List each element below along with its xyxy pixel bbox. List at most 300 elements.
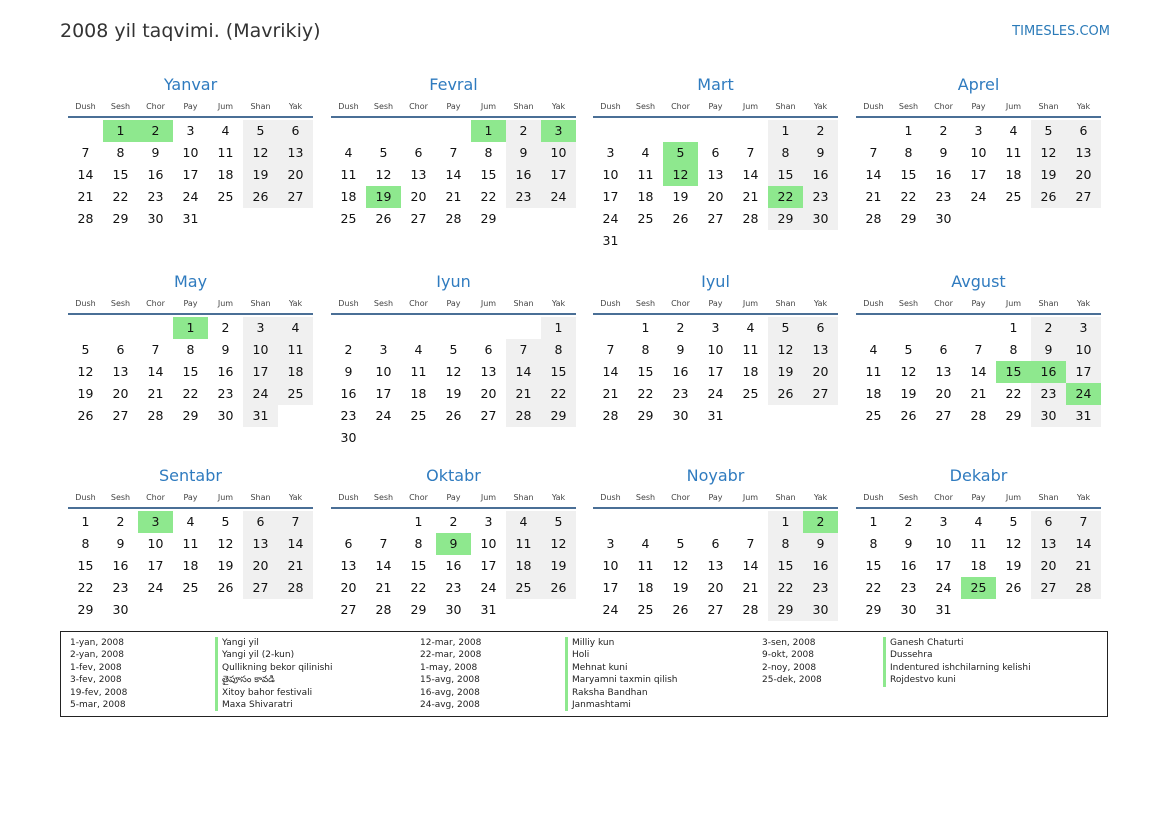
month-divider [68, 116, 313, 118]
brand-link[interactable]: TIMESLES.COM [1012, 24, 1110, 39]
day-cell: 4 [506, 511, 541, 533]
day-cell: 13 [1066, 142, 1101, 164]
day-cell: 3 [243, 317, 278, 339]
empty-cell [733, 120, 768, 142]
day-cell: 19 [243, 164, 278, 186]
month-divider [331, 507, 576, 509]
day-cell: 24 [375, 408, 392, 423]
day-cell: 14 [970, 364, 987, 379]
day-cell: 11 [970, 536, 987, 551]
day-cell: 29 [480, 211, 497, 226]
day-cell: 3 [379, 342, 388, 357]
day-cell: 10 [707, 342, 724, 357]
day-cell: 1 [541, 317, 576, 339]
weekday-label: Sesh [898, 299, 919, 308]
legend-date: 24-avg, 2008 [420, 700, 480, 710]
day-cell: 15 [480, 167, 497, 182]
day-cell: 4 [186, 514, 195, 529]
holiday-day-cell: 1 [173, 317, 208, 339]
day-cell: 10 [935, 536, 952, 551]
day-cell: 12 [541, 533, 576, 555]
empty-cell [961, 317, 996, 339]
day-cell: 15 [541, 361, 576, 383]
day-cell: 6 [414, 145, 423, 160]
day-cell: 27 [803, 383, 838, 405]
day-cell: 8 [484, 145, 493, 160]
empty-cell [926, 317, 961, 339]
weekday-label: Yak [288, 493, 303, 502]
day-cell: 28 [375, 602, 392, 617]
weekday-label: Sesh [110, 493, 131, 502]
weekday-label: Jum [742, 102, 759, 111]
day-cell: 12 [217, 536, 234, 551]
weekday-label: Sesh [635, 493, 656, 502]
day-cell: 21 [742, 580, 759, 595]
day-cell: 20 [1031, 555, 1066, 577]
holiday-day-cell: 1 [471, 120, 506, 142]
legend-holiday-name: Holi [565, 649, 589, 661]
weekday-label: Pay [446, 493, 461, 502]
empty-cell [506, 317, 541, 339]
day-cell: 22 [182, 386, 199, 401]
month-divider [593, 507, 838, 509]
empty-cell [401, 120, 436, 142]
empty-cell [68, 317, 103, 339]
day-cell: 1 [414, 514, 423, 529]
day-cell: 6 [484, 342, 493, 357]
day-cell: 25 [182, 580, 199, 595]
month-title: May [173, 272, 208, 291]
legend-date: 5-mar, 2008 [70, 700, 126, 710]
day-cell: 5 [449, 342, 458, 357]
empty-cell [436, 120, 471, 142]
day-cell: 29 [865, 602, 882, 617]
day-cell: 11 [637, 167, 654, 182]
weekday-label: Chor [409, 102, 428, 111]
month-title: Iyul [701, 272, 730, 291]
empty-cell [698, 511, 733, 533]
month-title: Noyabr [686, 466, 745, 485]
holiday-day-cell: 2 [138, 120, 173, 142]
day-cell: 1 [869, 514, 878, 529]
weekday-label: Chor [409, 493, 428, 502]
legend-date: 12-mar, 2008 [420, 638, 482, 648]
day-cell: 15 [182, 364, 199, 379]
month-oktabr [331, 466, 576, 621]
legend-holiday-name: Rojdestvo kuni [883, 674, 956, 686]
day-cell: 29 [768, 208, 803, 230]
legend-holiday-name: Raksha Bandhan [565, 687, 648, 699]
legend-holiday-name: తైపూసం కావడి [215, 674, 275, 686]
day-cell: 18 [637, 189, 654, 204]
day-cell: 23 [935, 189, 952, 204]
day-cell: 26 [243, 186, 278, 208]
day-cell: 17 [375, 386, 392, 401]
day-cell: 22 [768, 577, 803, 599]
day-cell: 16 [112, 558, 129, 573]
day-grid [856, 511, 1101, 621]
day-cell: 16 [803, 164, 838, 186]
day-cell: 27 [707, 602, 724, 617]
weekday-label: Shan [775, 102, 796, 111]
weekday-label: Pay [971, 493, 986, 502]
month-title: Iyun [436, 272, 471, 291]
weekday-label: Jum [742, 493, 759, 502]
month-divider [856, 507, 1101, 509]
day-cell: 6 [1031, 511, 1066, 533]
day-cell: 6 [116, 342, 125, 357]
day-grid [856, 317, 1101, 427]
page-title: 2008 yil taqvimi. (Mavrikiy) [60, 20, 321, 42]
day-cell: 14 [278, 533, 313, 555]
holiday-day-cell: 12 [663, 164, 698, 186]
day-cell: 21 [742, 189, 759, 204]
day-cell: 10 [970, 145, 987, 160]
day-cell: 13 [1031, 533, 1066, 555]
day-cell: 19 [1031, 164, 1066, 186]
weekday-header [68, 101, 313, 113]
day-cell: 16 [803, 555, 838, 577]
empty-cell [68, 120, 103, 142]
day-cell: 15 [637, 364, 654, 379]
day-cell: 19 [1005, 558, 1022, 573]
day-cell: 27 [340, 602, 357, 617]
day-cell: 4 [278, 317, 313, 339]
weekday-label: Pay [708, 102, 723, 111]
day-cell: 27 [410, 211, 427, 226]
day-cell: 8 [641, 342, 650, 357]
day-cell: 24 [480, 580, 497, 595]
weekday-label: Shan [513, 493, 534, 502]
weekday-label: Sesh [898, 493, 919, 502]
day-cell: 16 [900, 558, 917, 573]
weekday-label: Shan [250, 493, 271, 502]
day-cell: 22 [541, 383, 576, 405]
day-cell: 22 [900, 189, 917, 204]
day-cell: 14 [506, 361, 541, 383]
day-cell: 4 [344, 145, 353, 160]
month-title: Avgust [951, 272, 1006, 291]
day-cell: 18 [506, 555, 541, 577]
day-cell: 26 [1005, 580, 1022, 595]
legend-date: 1-may, 2008 [420, 662, 478, 673]
day-cell: 9 [803, 142, 838, 164]
day-grid [68, 120, 313, 230]
day-cell: 30 [803, 208, 838, 230]
day-cell: 27 [480, 408, 497, 423]
day-cell: 16 [672, 364, 689, 379]
day-cell: 8 [81, 536, 90, 551]
day-cell: 31 [707, 408, 724, 423]
day-cell: 9 [116, 536, 125, 551]
month-title: Yanvar [163, 75, 218, 94]
month-title: Oktabr [426, 466, 481, 485]
empty-cell [663, 120, 698, 142]
day-cell: 7 [379, 536, 388, 551]
day-cell: 22 [480, 189, 497, 204]
day-cell: 11 [278, 339, 313, 361]
weekday-label: Jum [1005, 299, 1022, 308]
day-cell: 6 [803, 317, 838, 339]
empty-cell [856, 120, 891, 142]
day-cell: 5 [904, 342, 913, 357]
day-cell: 27 [278, 186, 313, 208]
day-cell: 17 [935, 558, 952, 573]
weekday-label: Shan [513, 299, 534, 308]
day-cell: 30 [112, 602, 129, 617]
day-cell: 7 [506, 339, 541, 361]
day-cell: 30 [340, 430, 357, 445]
holiday-day-cell: 5 [663, 142, 698, 164]
day-cell: 25 [278, 383, 313, 405]
weekday-label: Pay [971, 299, 986, 308]
day-cell: 13 [803, 339, 838, 361]
day-cell: 27 [1031, 577, 1066, 599]
day-cell: 24 [970, 189, 987, 204]
day-cell: 5 [1009, 514, 1018, 529]
day-cell: 7 [81, 145, 90, 160]
day-cell: 3 [484, 514, 493, 529]
day-cell: 21 [375, 580, 392, 595]
empty-cell [138, 317, 173, 339]
day-cell: 14 [147, 364, 164, 379]
day-cell: 17 [243, 361, 278, 383]
day-cell: 20 [410, 189, 427, 204]
day-cell: 5 [676, 536, 685, 551]
empty-cell [366, 120, 401, 142]
day-cell: 21 [602, 386, 619, 401]
day-cell: 23 [445, 580, 462, 595]
weekday-label: Pay [708, 299, 723, 308]
weekday-label: Shan [513, 102, 534, 111]
holiday-day-cell: 3 [541, 120, 576, 142]
day-cell: 27 [1066, 186, 1101, 208]
day-cell: 19 [541, 555, 576, 577]
legend-holiday-name: Milliy kun [565, 637, 614, 649]
day-cell: 23 [112, 580, 129, 595]
day-cell: 28 [742, 211, 759, 226]
day-cell: 22 [1005, 386, 1022, 401]
legend-date: 1-yan, 2008 [70, 638, 124, 648]
day-cell: 1 [81, 514, 90, 529]
day-cell: 18 [637, 580, 654, 595]
day-cell: 30 [900, 602, 917, 617]
day-cell: 7 [278, 511, 313, 533]
month-divider [856, 313, 1101, 315]
day-cell: 17 [970, 167, 987, 182]
day-cell: 10 [602, 167, 619, 182]
weekday-label: Chor [671, 493, 690, 502]
day-cell: 9 [676, 342, 685, 357]
day-cell: 21 [506, 383, 541, 405]
legend-date: 2-yan, 2008 [70, 650, 124, 661]
day-cell: 5 [379, 145, 388, 160]
weekday-label: Yak [551, 299, 566, 308]
day-cell: 12 [1031, 142, 1066, 164]
weekday-label: Pay [446, 299, 461, 308]
weekday-header [593, 101, 838, 113]
day-cell: 1 [641, 320, 650, 335]
day-cell: 10 [375, 364, 392, 379]
day-cell: 20 [480, 386, 497, 401]
month-title: Dekabr [949, 466, 1008, 485]
day-cell: 24 [602, 602, 619, 617]
legend-holiday-name: Mehnat kuni [565, 662, 627, 674]
day-cell: 4 [746, 320, 755, 335]
day-cell: 10 [1066, 339, 1101, 361]
day-cell: 21 [1066, 555, 1101, 577]
day-cell: 23 [506, 186, 541, 208]
legend-holiday-name: Maxa Shivaratri [215, 699, 293, 711]
weekday-header [856, 101, 1101, 113]
month-mart [593, 75, 838, 252]
day-cell: 18 [1005, 167, 1022, 182]
day-cell: 7 [151, 342, 160, 357]
empty-cell [856, 317, 891, 339]
empty-cell [331, 120, 366, 142]
day-cell: 29 [410, 602, 427, 617]
day-cell: 6 [711, 536, 720, 551]
day-cell: 16 [147, 167, 164, 182]
empty-cell [401, 317, 436, 339]
day-cell: 16 [445, 558, 462, 573]
day-cell: 28 [147, 408, 164, 423]
day-cell: 26 [77, 408, 94, 423]
day-cell: 11 [217, 145, 234, 160]
weekday-label: Sesh [898, 102, 919, 111]
day-cell: 14 [445, 167, 462, 182]
day-cell: 14 [77, 167, 94, 182]
day-cell: 3 [186, 123, 195, 138]
day-cell: 25 [637, 211, 654, 226]
day-cell: 7 [606, 342, 615, 357]
day-cell: 14 [1066, 533, 1101, 555]
day-cell: 23 [340, 408, 357, 423]
day-cell: 8 [869, 536, 878, 551]
day-cell: 11 [182, 536, 199, 551]
weekday-label: Chor [934, 102, 953, 111]
day-cell: 14 [375, 558, 392, 573]
day-cell: 13 [480, 364, 497, 379]
weekday-label: Chor [409, 299, 428, 308]
day-cell: 9 [1031, 339, 1066, 361]
day-cell: 20 [278, 164, 313, 186]
day-cell: 15 [77, 558, 94, 573]
day-cell: 9 [506, 142, 541, 164]
day-cell: 31 [935, 602, 952, 617]
weekday-label: Yak [551, 493, 566, 502]
empty-cell [366, 511, 401, 533]
empty-cell [436, 317, 471, 339]
day-cell: 23 [147, 189, 164, 204]
day-cell: 31 [1066, 405, 1101, 427]
month-title: Aprel [957, 75, 1000, 94]
weekday-label: Yak [551, 102, 566, 111]
weekday-label: Sesh [110, 102, 131, 111]
weekday-label: Chor [934, 299, 953, 308]
legend-date: 16-avg, 2008 [420, 687, 480, 698]
day-cell: 8 [904, 145, 913, 160]
day-cell: 15 [768, 164, 803, 186]
day-cell: 18 [278, 361, 313, 383]
weekday-label: Pay [971, 102, 986, 111]
day-cell: 13 [410, 167, 427, 182]
day-cell: 8 [541, 339, 576, 361]
weekday-label: Dush [338, 493, 359, 502]
day-cell: 24 [707, 386, 724, 401]
day-cell: 9 [939, 145, 948, 160]
day-cell: 29 [77, 602, 94, 617]
legend-holiday-name: Janmashtami [565, 699, 631, 711]
day-cell: 19 [445, 386, 462, 401]
day-cell: 1 [768, 511, 803, 533]
weekday-label: Pay [708, 493, 723, 502]
day-cell: 2 [506, 120, 541, 142]
day-cell: 11 [410, 364, 427, 379]
day-cell: 24 [935, 580, 952, 595]
month-divider [331, 313, 576, 315]
day-cell: 13 [112, 364, 129, 379]
weekday-label: Jum [480, 493, 497, 502]
day-cell: 14 [602, 364, 619, 379]
day-cell: 8 [186, 342, 195, 357]
day-cell: 22 [77, 580, 94, 595]
day-cell: 30 [935, 211, 952, 226]
day-cell: 25 [410, 408, 427, 423]
day-cell: 31 [480, 602, 497, 617]
legend-holiday-name: Dussehra [883, 649, 932, 661]
month-fevral [331, 75, 576, 230]
weekday-label: Shan [1038, 299, 1059, 308]
day-cell: 20 [112, 386, 129, 401]
day-cell: 15 [410, 558, 427, 573]
empty-cell [593, 511, 628, 533]
weekday-label: Shan [775, 493, 796, 502]
day-cell: 30 [672, 408, 689, 423]
day-cell: 14 [742, 167, 759, 182]
day-cell: 2 [904, 514, 913, 529]
month-title: Mart [697, 75, 734, 94]
day-cell: 20 [243, 555, 278, 577]
day-cell: 12 [375, 167, 392, 182]
day-cell: 17 [602, 580, 619, 595]
weekday-label: Chor [146, 102, 165, 111]
holiday-day-cell: 24 [1066, 383, 1101, 405]
day-cell: 25 [506, 577, 541, 599]
month-divider [593, 116, 838, 118]
day-cell: 25 [742, 386, 759, 401]
day-cell: 6 [243, 511, 278, 533]
empty-cell [366, 317, 401, 339]
day-cell: 26 [541, 577, 576, 599]
weekday-label: Dush [338, 102, 359, 111]
month-divider [856, 116, 1101, 118]
day-cell: 4 [641, 145, 650, 160]
weekday-label: Sesh [373, 102, 394, 111]
legend-date: 3-fev, 2008 [70, 675, 122, 686]
day-cell: 20 [707, 189, 724, 204]
weekday-label: Jum [217, 299, 234, 308]
day-grid [68, 317, 313, 427]
day-cell: 28 [602, 408, 619, 423]
weekday-label: Dush [863, 299, 884, 308]
day-cell: 8 [116, 145, 125, 160]
day-cell: 29 [182, 408, 199, 423]
day-cell: 28 [865, 211, 882, 226]
day-cell: 28 [278, 577, 313, 599]
empty-cell [628, 511, 663, 533]
day-cell: 18 [970, 558, 987, 573]
